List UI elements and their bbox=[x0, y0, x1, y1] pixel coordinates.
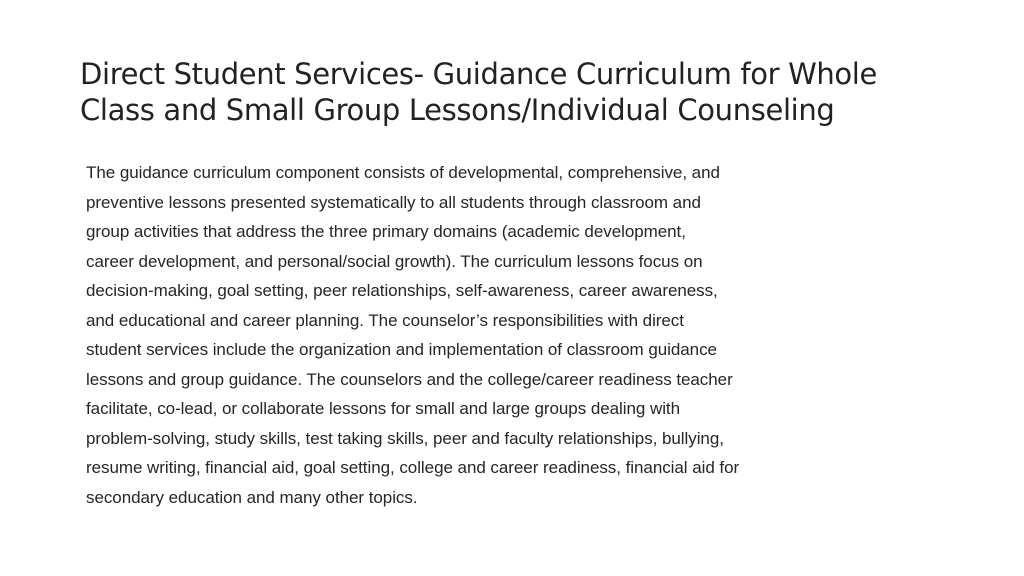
body-line: and educational and career planning. The counselor’s responsibilities with direct bbox=[86, 310, 684, 330]
body-line: student services include the organization and implementation of classroom guidance bbox=[86, 340, 717, 359]
body-line: preventive lessons presented systematically to all students through classroom and bbox=[86, 192, 701, 212]
title-line-1: Direct Student Services- Guidance Curriculum for Whole bbox=[80, 57, 878, 91]
body-line: resume writing, financial aid, goal setting, college and career readiness, financial aid for bbox=[86, 458, 740, 477]
body-line: career development, and personal/social growth). The curriculum lessons focus on bbox=[86, 251, 703, 271]
body-line: secondary education and many other topics. bbox=[86, 487, 418, 507]
body-line: problem-solving, study skills, test taking skills, peer and faculty relationships, bullying, bbox=[86, 428, 724, 448]
body-line: lessons and group guidance. The counselors and the college/career readiness teacher bbox=[86, 369, 733, 389]
body-line: The guidance curriculum component consists of developmental, comprehensive, and bbox=[86, 163, 720, 182]
body-line: group activities that address the three primary domains (academic development, bbox=[86, 222, 686, 241]
title-line-2: Class and Small Group Lessons/Individual Counseling bbox=[80, 93, 835, 127]
slide-title bbox=[80, 56, 980, 128]
body-line: facilitate, co-lead, or collaborate lessons for small and large groups dealing with bbox=[86, 399, 681, 418]
body-line: decision-making, goal setting, peer relationships, self-awareness, career awareness, bbox=[86, 281, 718, 300]
slide-body-text bbox=[86, 158, 846, 512]
